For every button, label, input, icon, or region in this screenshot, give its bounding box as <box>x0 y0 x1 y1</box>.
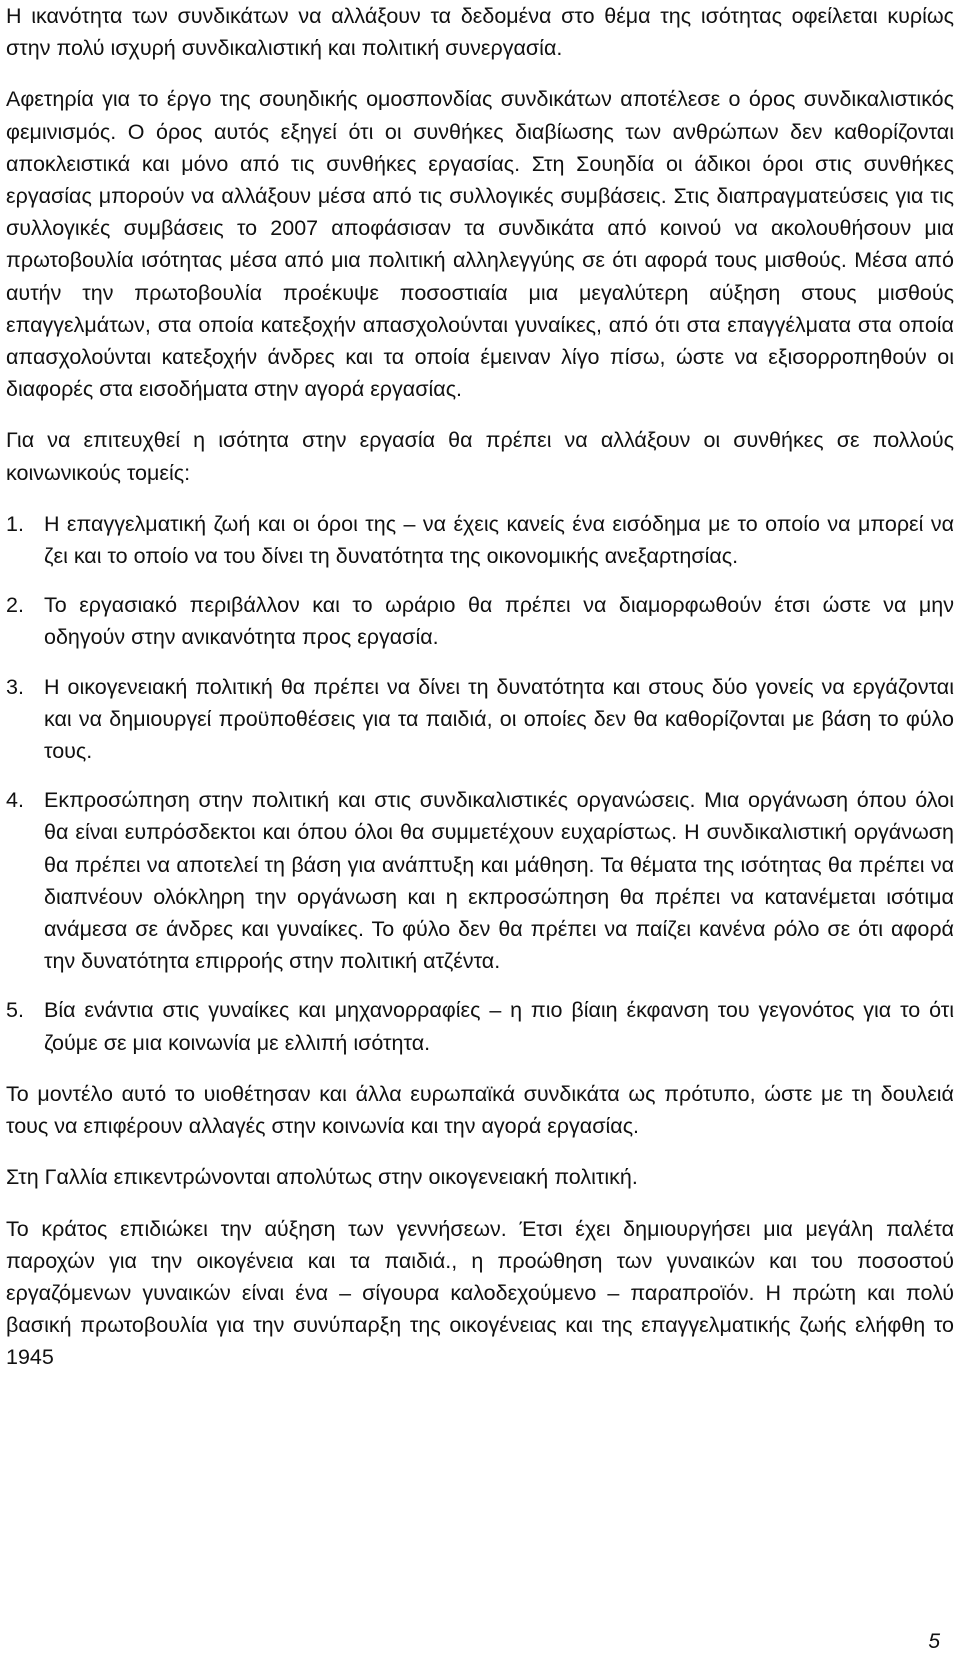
list-item <box>6 994 954 1058</box>
paragraph: Το κράτος επιδιώκει την αύξηση των γεννήσεων. Έτσι έχει δημιουργήσει μια μεγάλη παλέτα παροχών για την οικογένεια και τα παιδιά., η προώθηση των γυναικών και του ποσοστού εργαζόμενων γυναικών είναι ένα – σίγουρα καλοδεχούμενο – παραπροϊόν. Η πρώτη και πολύ βασική πρωτοβουλία για την συνύπαρξη της οικογένειας και της επαγγελματικής ζωής ελήφθη το 1945 <box>6 1216 954 1370</box>
list-item <box>6 671 954 768</box>
list-item-text: Η επαγγελματική ζωή και οι όροι της – να έχεις κανείς ένα εισόδημα με το οποίο να μπορεί να ζει και το οποίο να του δίνει τη δυνατότητα της οικονομικής ανεξαρτησίας. <box>44 511 954 569</box>
document-page <box>6 0 954 1374</box>
list-item-text: Το εργασιακό περιβάλλον και το ωράριο θα πρέπει να διαμορφωθούν έτσι ώστε να μην οδηγούν στην ανικανότητα προς εργασία. <box>44 593 954 650</box>
list-item <box>6 508 954 572</box>
paragraph: Για να επιτευχθεί η ισότητα στην εργασία θα πρέπει να αλλάξουν οι συνθήκες σε πολλούς κοινωνικούς τομείς: <box>6 428 954 485</box>
list-item-text: Η οικογενειακή πολιτική θα πρέπει να δίνει τη δυνατότητα και στους δύο γονείς να εργάζονται και να δημιουργεί προϋποθέσεις για τα παιδιά, οι οποίες δεν θα καθορίζονται με βάση το φύλο τους. <box>44 674 954 764</box>
list-number: 2. <box>6 593 24 618</box>
numbered-list <box>6 508 954 1059</box>
paragraph: Στη Γαλλία επικεντρώνονται απολύτως στην οικογενειακή πολιτική. <box>6 1165 638 1190</box>
list-number: 5. <box>6 998 24 1023</box>
list-number: 4. <box>6 788 24 813</box>
list-item <box>6 784 954 977</box>
list-number: 3. <box>6 674 24 699</box>
list-item-text: Βία ενάντια στις γυναίκες και μηχανορραφίες – η πιο βίαιη έκφανση του γεγονότος για το ότι ζούμε σε μια κοινωνία με ελλιπή ισότητα. <box>44 998 954 1055</box>
list-item-text: Εκπροσώπηση στην πολιτική και στις συνδικαλιστικές οργανώσεις. Μια οργάνωση όπου όλοι θα είναι ευπρόσδεκτοι και όπου όλοι θα συμμετέχουν ευχαρίστως. Η συνδικαλιστική οργάνωση θα πρέπει να αποτελεί τη βάση για ανάπτυξη και μάθηση. Τα θέματα της ισότητας θα πρέπει να διαπνέουν ολόκληρη την οργάνωση και η εκπροσώπηση θα πρέπει να κατανέμεται ισότιμα ανάμεσα σε άνδρες και γυναίκες. Το φύλο δεν θα πρέπει να παίζει κανένα ρόλο σε ότι αφορά την δυνατότητα επιρροής στην πολιτική ατζέντα. <box>44 788 954 974</box>
page-number: 5 <box>928 1630 940 1653</box>
list-item <box>6 589 954 653</box>
paragraph: Το μοντέλο αυτό το υιοθέτησαν και άλλα ευρωπαϊκά συνδικάτα ως πρότυπο, ώστε με τη δουλειά τους να επιφέρουν αλλαγές στην κοινωνία και την αγορά εργασίας. <box>6 1081 954 1139</box>
paragraph: Αφετηρία για το έργο της σουηδικής ομοσπονδίας συνδικάτων αποτέλεσε ο όρος συνδικαλιστικός φεμινισμός. Ο όρος αυτός εξηγεί ότι οι συνθήκες διαβίωσης των ανθρώπων δεν καθορίζονται αποκλειστικά και μόνο από τις συνθήκες εργασίας. Στη Σουηδία οι άδικοι όροι στις συνθήκες εργασίας μπορούν να αλλάξουν μέσα από τις συλλογικές συμβάσεις. Στις διαπραγματεύσεις για τις συλλογικές συμβάσεις το 2007 αποφάσισαν τα συνδικάτα από κοινού να ακολουθήσουν μια πρωτοβουλία ισότητας μέσα από μια πολιτική αλληλεγγύης σε ότι αφορά τους μισθούς. Μέσα από αυτήν την πρωτοβουλία προέκυψε ποσοστιαία μια μεγαλύτερη αύξηση στους μισθούς επαγγελμάτων, στα οποία κατεξοχήν απασχολούνται γυναίκες, από ότι στα επαγγέλματα στα οποία απασχολούνται κατεξοχήν άνδρες και τα οποία έμειναν λίγο πίσω, ώστε να εξισορροπηθούν οι διαφορές στα εισοδήματα στην αγορά εργασίας. <box>6 87 954 402</box>
paragraph: Η ικανότητα των συνδικάτων να αλλάξουν τα δεδομένα στο θέμα της ισότητας οφείλεται κυρίως στην πολύ ισχυρή συνδικαλιστική και πολιτική συνεργασία. <box>6 4 954 61</box>
list-number: 1. <box>6 511 24 536</box>
